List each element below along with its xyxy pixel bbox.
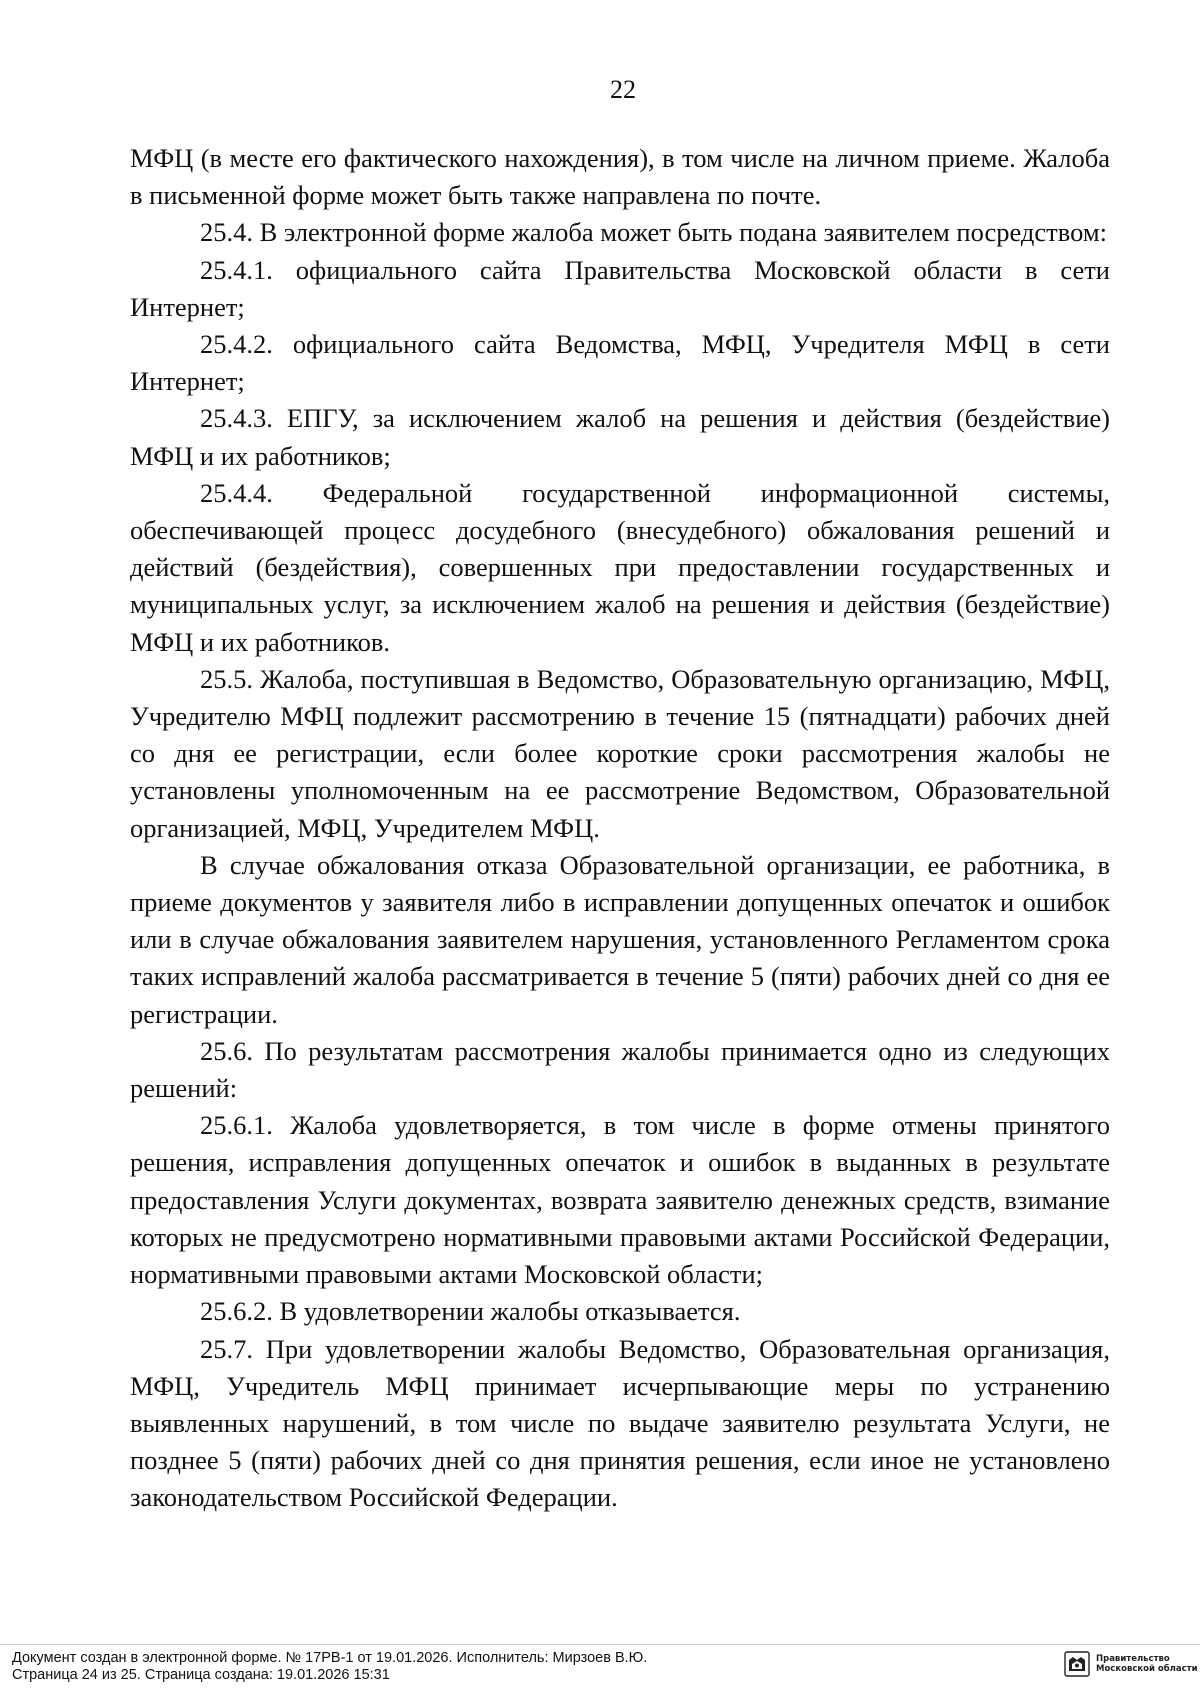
paragraph: 25.6.2. В удовлетворении жалобы отказывается. [200,1296,741,1327]
footer-page-info: Страница 24 из 25. Страница создана: 19.01.2026 15:31 [12,1667,390,1683]
paragraph: 25.5. Жалоба, поступившая в Ведомство, Образовательную организацию, МФЦ, Учредителю МФЦ подлежит рассмотрению в течение 15 (пятнадцати) рабочих дней со дня ее регистрации, если более короткие сроки рассмотрения жалобы не установлены уполномоченным на ее рассмотрение Ведомством, Образовательной организацией, МФЦ, Учредителем МФЦ. [130,663,1110,843]
document-footer [12,1650,647,1684]
government-logo [1064,1651,1198,1677]
document-body [130,140,1110,1517]
page-number: 22 [610,75,636,104]
paragraph: МФЦ (в месте его фактического нахождения), в том числе на личном приеме. Жалоба в письменной форме может быть также направлена по почте. [130,143,1110,211]
paragraph: 25.7. При удовлетворении жалобы Ведомство, Образовательная организация, МФЦ, Учредитель МФЦ принимает исчерпывающие меры по устранению выявленных нарушений, в том числе по выдаче заявителю результата Услуги, не позднее 5 (пяти) рабочих дней со дня принятия решения, если иное не установлено законодательством Российской Федерации. [130,1333,1110,1513]
moscow-region-coat-of-arms-icon [1064,1651,1090,1677]
paragraph: 25.4.1. официального сайта Правительства Московской области в сети Интернет; [130,254,1110,322]
paragraph: 25.4.4. Федеральной государственной информационной системы, обеспечивающей процесс досудебного (внесудебного) обжалования решений и действий (бездействия), совершенных при предоставлении государственных и муниципальных услуг, за исключением жалоб на решения и действия (бездействие) МФЦ и их работников. [130,477,1110,657]
paragraph: В случае обжалования отказа Образовательной организации, ее работника, в приеме документов у заявителя либо в исправлении допущенных опечаток и ошибок или в случае обжалования заявителем нарушения, установленного Регламентом срока таких исправлений жалоба рассматривается в течение 5 (пяти) рабочих дней со дня ее регистрации. [130,849,1110,1029]
paragraph: 25.6. По результатам рассмотрения жалобы принимается одно из следующих решений: [130,1035,1110,1104]
paragraph: 25.4.2. официального сайта Ведомства, МФЦ, Учредителя МФЦ в сети Интернет; [130,329,1110,397]
paragraph: 25.6.1. Жалоба удовлетворяется, в том числе в форме отмены принятого решения, исправления допущенных опечаток и ошибок в выданных в результате предоставления Услуги документах, возврата заявителю денежных средств, взимание которых не предусмотрено нормативными правовыми актами Российской Федерации, нормативными правовыми актами Московской области; [130,1110,1110,1290]
logo-text-line2: Московской области [1096,1664,1198,1674]
paragraph: 25.4. В электронной форме жалоба может быть подана заявителем посредством: [200,217,1107,248]
footer-divider [0,1644,1200,1645]
paragraph: 25.4.3. ЕПГУ, за исключением жалоб на решения и действия (бездействие) МФЦ и их работников; [130,403,1110,471]
footer-document-info: Документ создан в электронной форме. № 17РВ-1 от 19.01.2026. Исполнитель: Мирзоев В.Ю. [12,1650,648,1666]
logo-text-line1: Правительство [1096,1654,1170,1664]
